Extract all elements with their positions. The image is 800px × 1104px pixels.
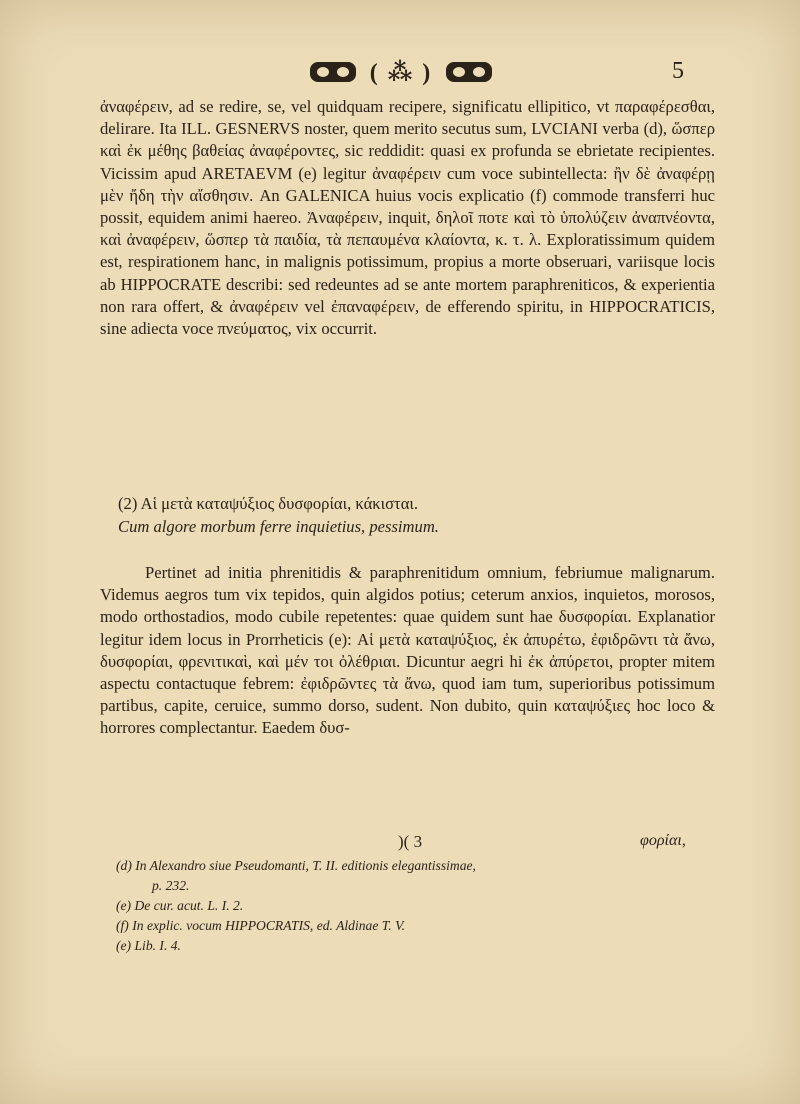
footnote-d-page: p. 232. [152,878,190,893]
footnote-f: (f) In explic. vocum HIPPOCRATIS, ed. Aldinae T. V. [116,918,406,933]
paragraph-1: ἀναφέρειν, ad se redire, se, vel quidquam recipere, significatu ellipitico, vt παραφέρεσθαι, delirare. Ita ILL. GESNERVS noster, quem merito secutus sum, LVCIANI verba (d), ὥσπερ καὶ ἐκ μέθης βαθείας ἀναφέροντες, sic reddidit: quasi ex profunda se ebrietate recipientes. Vicissim apud ARETAEVM (e) legitur ἀναφέρειν cum voce subintellecta: ἢν δὲ ἀναφέρῃ μὲν ἤδη τὴν αἴσθησιν. An GALENICA huius vocis explicatio (f) commode transferri huc possit, equidem animi haereo. Ἀναφέρειν, inquit, δηλοῖ ποτε καὶ τὸ ὑπολύζειν ἀναπνέοντα, καὶ ἀναφέρειν, ὥσπερ τὰ παιδία, τὰ πεπαυμένα κλαίοντα, κ. τ. λ. Exploratissimum quidem est, respirationem hanc, in malignis potissimum, propius a morte obseruari, variisque locis ab HIPPOCRATE describi: sed redeuntes ad se ante mortem paraphreniticos, & experientia non rara offert, & ἀναφέρειν vel ἐπαναφέρειν, de efferendo spiritu, in HIPPOCRATICIS, sine adiecta voce πνεύματος, vix occurrit. [100,97,715,339]
page-number: 5 [672,58,684,84]
paragraph-2: Pertinet ad initia phrenitidis & paraphrenitidum omnium, febriumue malignarum. Videmus aegros tum vix tepidos, quin algidos potius; ceterum anxios, inquietos, morosos, modo orthostadios, modo cubile repetentes: quae quidem sunt hae δυσφορίαι. Explanatior legitur idem locus in Prorrheticis (e): Αἱ μετὰ καταψύξιος, ἐκ ἀπυρέτω, ἐφιδρῶντι τὰ ἄνω, δυσφορίαι, φρενιτικαὶ, καὶ μέν τοι ὀλέθριαι. Dicuntur aegri hi ἐκ ἀπύρετοι, propter mitem aspectu contactuque febrem: ἐφιδρῶντες τὰ ἄνω, quod iam tum, superioribus potissimum partibus, capite, ceruice, summo dorso, sudent. Non dubito, quin καταψύξιες hoc loco & horrores complectantur. Eaedem δυσ- [100,563,715,738]
ornament-right-icon [446,62,492,82]
header-ornament [286,54,516,90]
ornament-center: ( ⁂ ) [369,60,433,86]
footnotes [116,856,716,956]
catchword: φορίαι, [640,832,686,849]
footnote-d: (d) In Alexandro siue Pseudomanti, T. II. editionis elegantissimae, [116,858,476,873]
footnote-e: (e) De cur. acut. L. I. 2. [116,898,244,913]
aphorism-quote [118,492,718,538]
signature-mark: )( 3 [398,832,423,851]
ornament-left-icon [310,62,356,82]
page-header [0,54,800,90]
footnote-g: (e) Lib. I. 4. [116,938,181,953]
aphorism-greek: (2) Αἱ μετὰ καταψύξιος δυσφορίαι, κάκισται. [118,494,419,513]
aphorism-latin: Cum algore morbum ferre inquietius, pessimum. [118,517,439,536]
